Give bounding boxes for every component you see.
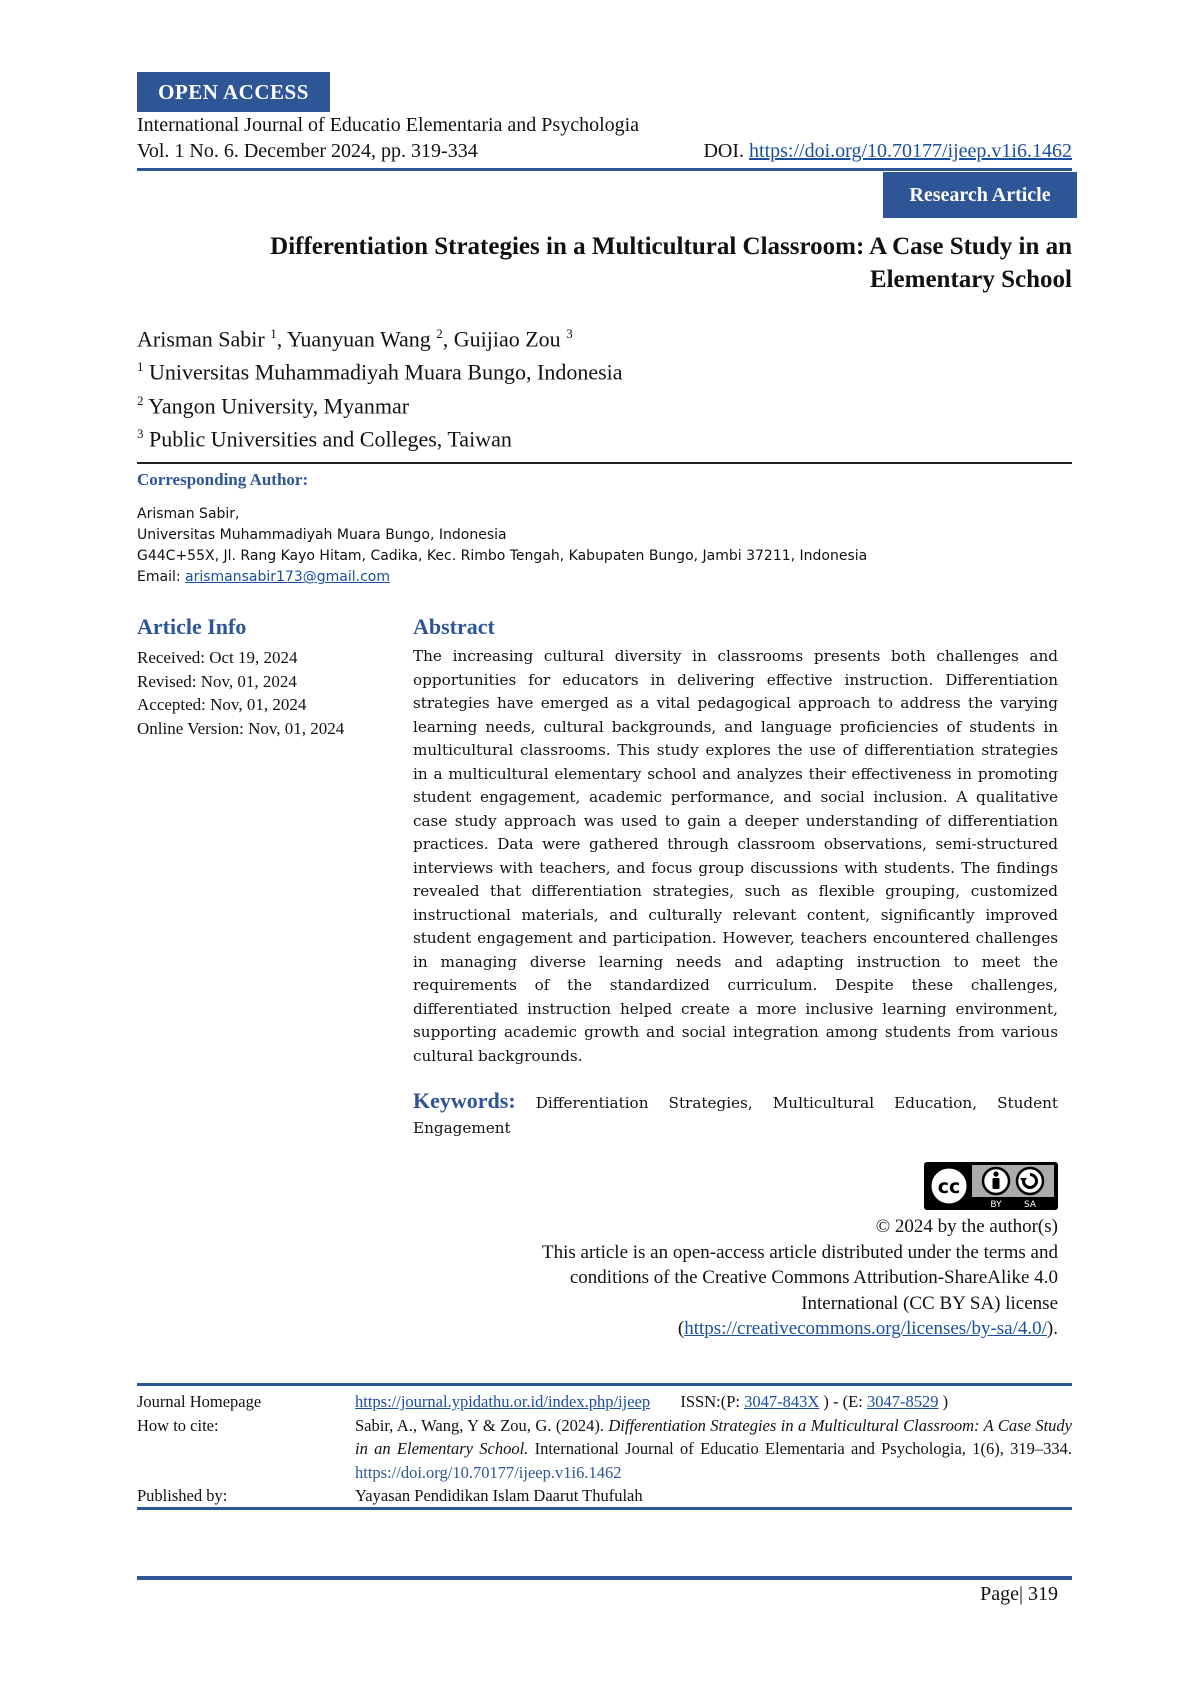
abstract-heading: Abstract [413,614,495,639]
issn-mid: ) - (E: [823,1392,863,1411]
footer-bottom-rule [137,1507,1072,1510]
article-type-badge: Research Article [883,172,1077,218]
cite-journal: International Journal of Educatio Elementaria and Psychologia, 1(6), 319–334. [534,1439,1072,1458]
revised-date: Revised: Nov, 01, 2024 [137,671,297,691]
copyright-line: © 2024 by the author(s) [875,1216,1058,1237]
page-number: Page| 319 [980,1583,1058,1605]
license-line-1: This article is an open-access article distributed under the terms and [542,1241,1058,1263]
issn-electronic-link[interactable]: 3047-8529 [866,1392,939,1411]
corr-name: Arisman Sabir, [137,506,240,522]
author-3: Guijiao Zou [453,326,561,352]
received-date: Received: Oct 19, 2024 [137,648,298,667]
cite-value [355,1414,1072,1485]
keywords-label: Keywords: [413,1088,516,1113]
cite-row [137,1414,1072,1485]
article-info-heading: Article Info [137,614,247,639]
publisher-label: Published by: [137,1486,228,1505]
cc-sa-label: SA [1023,1200,1037,1210]
publisher-value: Yayasan Pendidikan Islam Daarut Thufulah [355,1486,643,1505]
title-line-1: Differentiation Strategies in a Multicultural Classroom: A Case Study in an [270,233,1072,260]
homepage-value [355,1390,1072,1414]
issn-print-link[interactable]: 3047-843X [744,1392,820,1411]
affiliation-3-sup: 3 [137,425,144,441]
corresponding-rule [137,462,1072,464]
author-block [137,320,623,453]
license-block [418,1214,1058,1342]
publisher-row [137,1484,1072,1508]
title-line-2: Elementary School [869,266,1072,293]
affiliation-2-sup: 2 [137,392,144,408]
affiliation-1-text: Universitas Muhammadiyah Muara Bungo, Indonesia [149,359,623,385]
cite-label: How to cite: [137,1415,219,1435]
open-access-badge: OPEN ACCESS [137,72,330,112]
homepage-label: Journal Homepage [137,1392,262,1411]
corr-institution: Universitas Muhammadiyah Muara Bungo, Indonesia [137,527,507,543]
license-link-line: (https://creativecommons.org/licenses/by-sa/4.0/). [677,1318,1058,1339]
homepage-link[interactable]: https://journal.ypidathu.or.id/index.php/ijeep [355,1392,651,1411]
keywords-block [413,1088,1058,1141]
doi-link[interactable]: https://doi.org/10.70177/ijeep.v1i6.1462 [749,140,1072,162]
cite-authors: Sabir, A., Wang, Y & Zou, G. (2024). [355,1415,604,1435]
accepted-date: Accepted: Nov, 01, 2024 [137,695,307,714]
author-list: Arisman Sabir $^1$, Yuanyuan Wang $^2$, Guijiao Zou $^3$ [137,326,573,352]
license-line-2: conditions of the Creative Commons Attribution-ShareAlike 4.0 [569,1267,1058,1288]
author-1-sup: 1 [270,326,277,341]
issn-suffix: ) [942,1392,949,1411]
corr-email [137,567,867,588]
doi-line [703,140,1072,163]
author-2-sup: 2 [436,326,443,341]
corr-email-link[interactable]: arismansabir173@gmail.com [185,569,390,585]
license-link[interactable]: https://creativecommons.org/licenses/by-sa/4.0/ [684,1318,1047,1339]
footer-top-rule [137,1383,1072,1386]
cc-by-label: BY [990,1200,1002,1210]
cc-license-icon [924,1162,1058,1210]
license-line-3: International (CC BY SA) license [801,1292,1058,1314]
author-1: Arisman Sabir [137,326,265,352]
doi-label: DOI. [703,140,745,162]
keywords-text: Differentiation Strategies, Multicultural Education, Student Engagement [413,1094,1058,1137]
affiliation-1-sup: 1 [137,359,144,375]
abstract-text: The increasing cultural diversity in classrooms presents both challenges and opportunities for educators in delivering effective instruction. Differentiation strategies have emerged as a vital pedagogical approach to address the varying learning needs, cultural backgrounds, and language proficiencies of students in multicultural classrooms. This study explores the use of differentiation strategies in a multicultural elementary school and analyzes their effectiveness in promoting student engagement, academic performance, and social inclusion. A qualitative case study approach was used to gain a deeper understanding of differentiation practices. Data were gathered through classroom observations, semi-structured interviews with teachers, and focus group discussions with students. The findings revealed that differentiation strategies, such as flexible grouping, customized instructional materials, and culturally relevant content, significantly improved student engagement and participation. However, teachers encountered challenges in managing diverse learning needs and adapting instruction to meet the requirements of the standardized curriculum. Despite these challenges, differentiated instruction helped create a more inclusive learning environment, supporting academic growth and social integration among students from various cultural backgrounds. [413,647,1058,1065]
volume-info: Vol. 1 No. 6. December 2024, pp. 319-334 [137,140,478,162]
affiliation-1 [137,353,623,386]
article-title [137,230,1072,296]
affiliation-2 [137,387,623,420]
header-rule [137,168,1072,171]
affiliation-2-text: Yangon University, Myanmar [148,392,410,418]
cite-doi[interactable]: https://doi.org/10.70177/ijeep.v1i6.1462 [355,1462,622,1482]
footer-table [137,1390,1072,1508]
affiliation-3 [137,420,623,453]
affiliation-3-text: Public Universities and Colleges, Taiwan [149,426,512,452]
corresponding-author-block [137,504,867,588]
online-date: Online Version: Nov, 01, 2024 [137,718,345,738]
corr-email-label: Email: [137,569,181,585]
journal-name: International Journal of Educatio Elementaria and Psychologia [137,114,640,136]
corresponding-author-label: Corresponding Author: [137,470,309,489]
author-3-sup: 3 [566,326,573,341]
cc-letters: cc [937,1176,961,1198]
cc-by-sa-badge [924,1162,1058,1210]
homepage-row [137,1390,1072,1414]
corr-address: G44C+55X, Jl. Rang Kayo Hitam, Cadika, Kec. Rimbo Tengah, Kabupaten Bungo, Jambi 37211, Indonesia [137,548,868,564]
author-2: Yuanyuan Wang [286,326,431,352]
article-info-list [137,646,344,740]
issn-prefix: ISSN:(P: [680,1392,740,1411]
page-footer-rule [137,1576,1072,1580]
cite-title: Differentiation Strategies in a Multicultural Classroom: A Case Study in an Elementary School. [355,1415,1073,1458]
